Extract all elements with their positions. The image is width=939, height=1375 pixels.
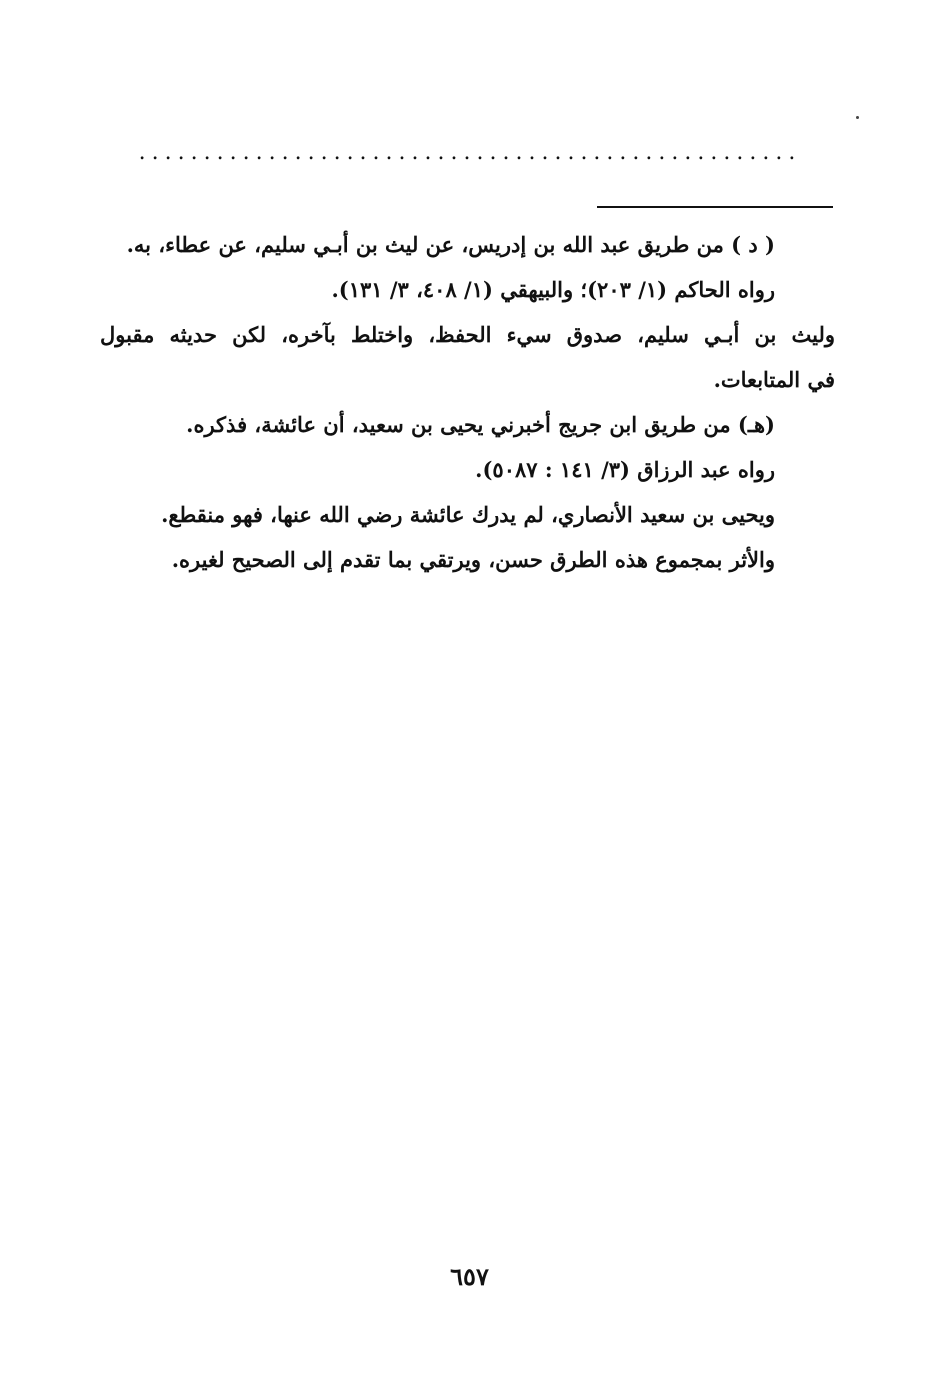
footnotes-block: [100, 222, 835, 582]
footnote-h-line: (هـ) من طريق ابن جريج أخبرني يحيى بن سعيد، أن عائشة، فذكره.: [186, 412, 775, 437]
footnote-d-source: رواه الحاكم (١/ ٢٠٣)؛ والبيهقي (١/ ٤٠٨، ٣/ ١٣١).: [331, 277, 775, 302]
page-number: ٦٥٧: [450, 1262, 489, 1291]
footnote-rule: [597, 206, 833, 208]
footnote-d-note-line-2: في المتابعات.: [713, 367, 835, 392]
footnote-d-line: ( د ) من طريق عبد الله بن إدريس، عن ليث بن أبـي سليم، عن عطاء، به.: [126, 232, 775, 257]
dotted-separator: ...................................................: [138, 140, 802, 165]
footnote-conclusion: والأثر بمجموع هذه الطرق حسن، ويرتقي بما تقدم إلى الصحيح لغيره.: [171, 547, 775, 572]
footnote-h-note: ويحيى بن سعيد الأنصاري، لم يدرك عائشة رضي الله عنها، فهو منقطع.: [161, 502, 775, 527]
margin-speck: [856, 116, 859, 119]
footnote-h-source: رواه عبد الرزاق (٣/ ١٤١ : ٥٠٨٧).: [475, 457, 775, 482]
footnote-d-note-line-1: وليث بن أبـي سليم، صدوق سيء الحفظ، واختلط بآخره، لكن حديثه مقبول: [100, 322, 835, 347]
